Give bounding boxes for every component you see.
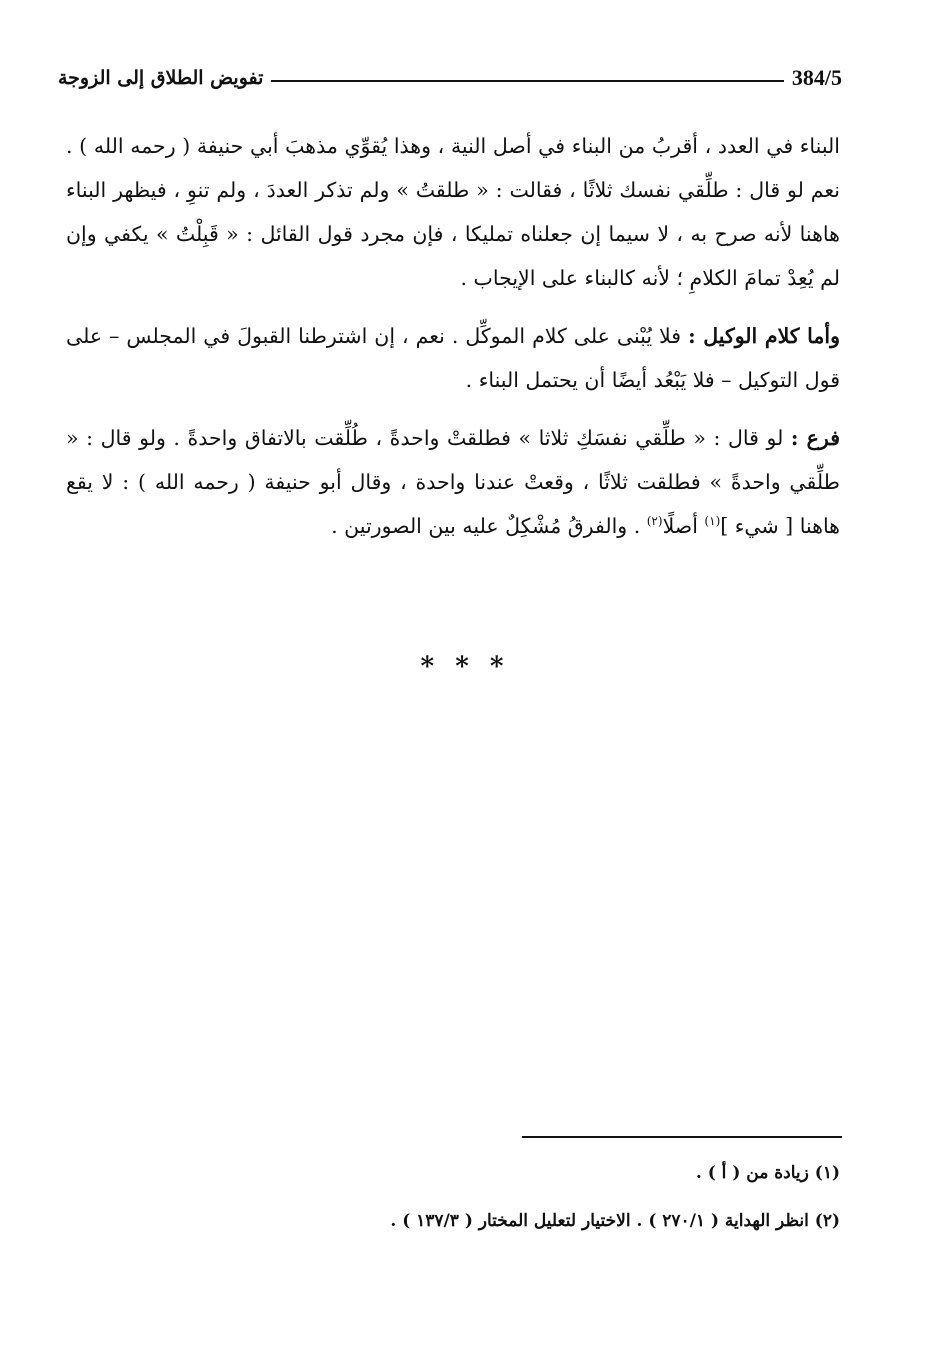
paragraph-text: . والفرقُ مُشْكِلٌ عليه بين الصورتين . xyxy=(331,514,647,538)
section-separator: * * * xyxy=(420,652,510,682)
paragraph-text: البناء في العدد ، أقربُ من البناء في أصل النية ، وهذا يُقوِّي مذهبَ أبي حنيفة ( رحمه الله ) . نعم لو قال : طلِّقي نفسك ثلاثًا ، فقالت : « طلقتُ » ولم تذكر العددَ ، ولم تنوِ ، فيظهر البناء هاهنا لأنه صرح به ، لا سيما إن جعلناه تمليكا ، فإن مجرد قول القائل : « قَبِلْتُ » يكفي وإن لم يُعِدْ تمامَ الكلامِ ؛ لأنه كالبناء على الإيجاب . xyxy=(66,134,840,290)
paragraph-lead: فرع : xyxy=(790,426,841,450)
paragraph-2 xyxy=(66,314,840,402)
page-reference: 384/5 xyxy=(791,65,842,90)
main-text xyxy=(66,124,840,548)
paragraph-1 xyxy=(66,124,840,300)
paragraph-text: فلا يُبْنى على كلام الموكِّل . نعم ، إن اشترطنا القبولَ في المجلس – على قول التوكيل – فلا يَبْعُد أيضًا أن يحتمل البناء . xyxy=(66,324,840,392)
footnote-2: (٢) انظر الهداية ( ٢٧٠/١ ) . الاختيار لتعليل المختار ( ١٣٧/٣ ) . xyxy=(390,1211,840,1231)
paragraph-3 xyxy=(66,416,840,548)
paragraph-text: أصلًا xyxy=(662,514,705,538)
footnote-ref-1[interactable]: (١) xyxy=(704,514,721,529)
running-header xyxy=(58,62,842,94)
paragraph-lead: وأما كلام الوكيل : xyxy=(688,324,840,348)
footnote-rule xyxy=(522,1136,842,1138)
footnote-ref-2[interactable]: (٢) xyxy=(646,514,663,529)
footnote-1: (١) زيادة من ( أ ) . xyxy=(695,1163,840,1183)
chapter-title: تفويض الطلاق إلى الزوجة xyxy=(58,67,264,89)
header-rule xyxy=(271,80,783,82)
footnotes xyxy=(66,1160,840,1256)
paragraph-text: لو قال : « طلِّقي نفسَكِ ثلاثا » فطلقتْ واحدةً ، طُلِّقت بالاتفاق واحدةً . ولو قال : « طلِّقي واحدةً » فطلقت ثلاثًا ، وقعتْ عندنا واحدة ، وقال أبو حنيفة ( رحمه الله ) : لا يقع هاهنا [ شيء ] xyxy=(66,426,840,538)
